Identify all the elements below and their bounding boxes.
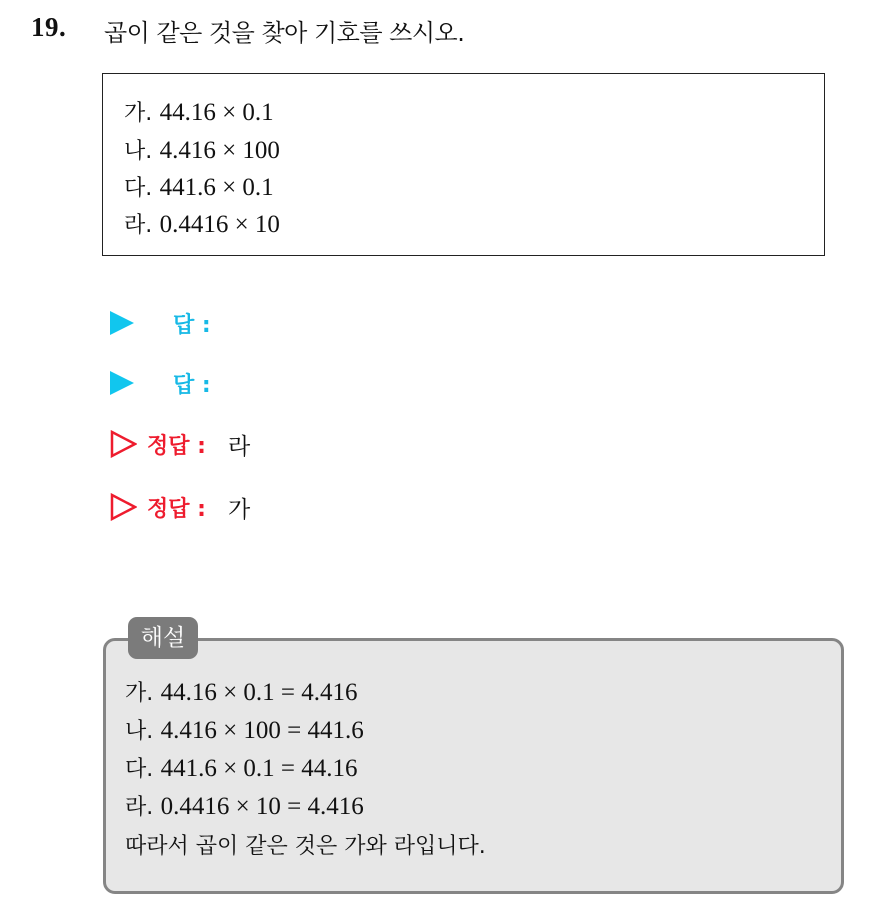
play-triangle-icon [110,371,134,395]
solution-label: 라. [125,795,154,820]
correct-answer-label: 정답 : [147,433,206,459]
solution-expression: 441.6 × 0.1 = 44.16 [160,755,358,782]
play-triangle-icon [110,311,134,335]
solution-conclusion: 따라서 곱이 같은 것은 가와 라입니다. [125,834,486,859]
choice-item [124,171,274,202]
solution-line [125,714,364,745]
choices-box [102,73,825,256]
solution-line [125,676,358,707]
solution-expression: 44.16 × 0.1 = 4.416 [160,679,358,706]
choice-item [124,208,280,239]
answer-prompt-label: 답 : [173,372,211,398]
choice-label: 다. [124,176,153,201]
answer-prompt-label: 답 : [173,312,211,338]
choice-item [124,134,280,165]
choice-expression: 0.4416 × 10 [159,211,280,238]
solution-tag: 해설 [128,617,198,659]
solution-label: 나. [125,719,154,744]
question-number: 19. [31,12,67,42]
outline-triangle-icon [110,430,137,458]
choice-expression: 441.6 × 0.1 [159,174,274,201]
correct-answer-label: 정답 : [147,496,206,522]
choice-label: 가. [124,101,153,126]
outline-triangle-icon [110,493,137,521]
correct-answer-row [110,427,250,461]
answer-prompt-row [110,306,211,340]
choice-item [124,96,274,127]
correct-answer-value: 라 [227,433,251,460]
correct-answer-value: 가 [227,496,251,523]
choice-expression: 4.416 × 100 [159,137,280,164]
solution-expression: 0.4416 × 10 = 4.416 [160,793,364,820]
choice-label: 라. [124,213,153,238]
correct-answer-row [110,490,250,524]
choice-expression: 44.16 × 0.1 [159,99,274,126]
solution-label: 가. [125,681,154,706]
question-text: 곱이 같은 것을 찾아 기호를 쓰시오. [104,19,465,47]
solution-line [125,790,364,821]
choice-label: 나. [124,139,153,164]
solution-line [125,752,358,783]
solution-expression: 4.416 × 100 = 441.6 [160,717,364,744]
solution-label: 다. [125,757,154,782]
answer-prompt-row [110,366,211,400]
